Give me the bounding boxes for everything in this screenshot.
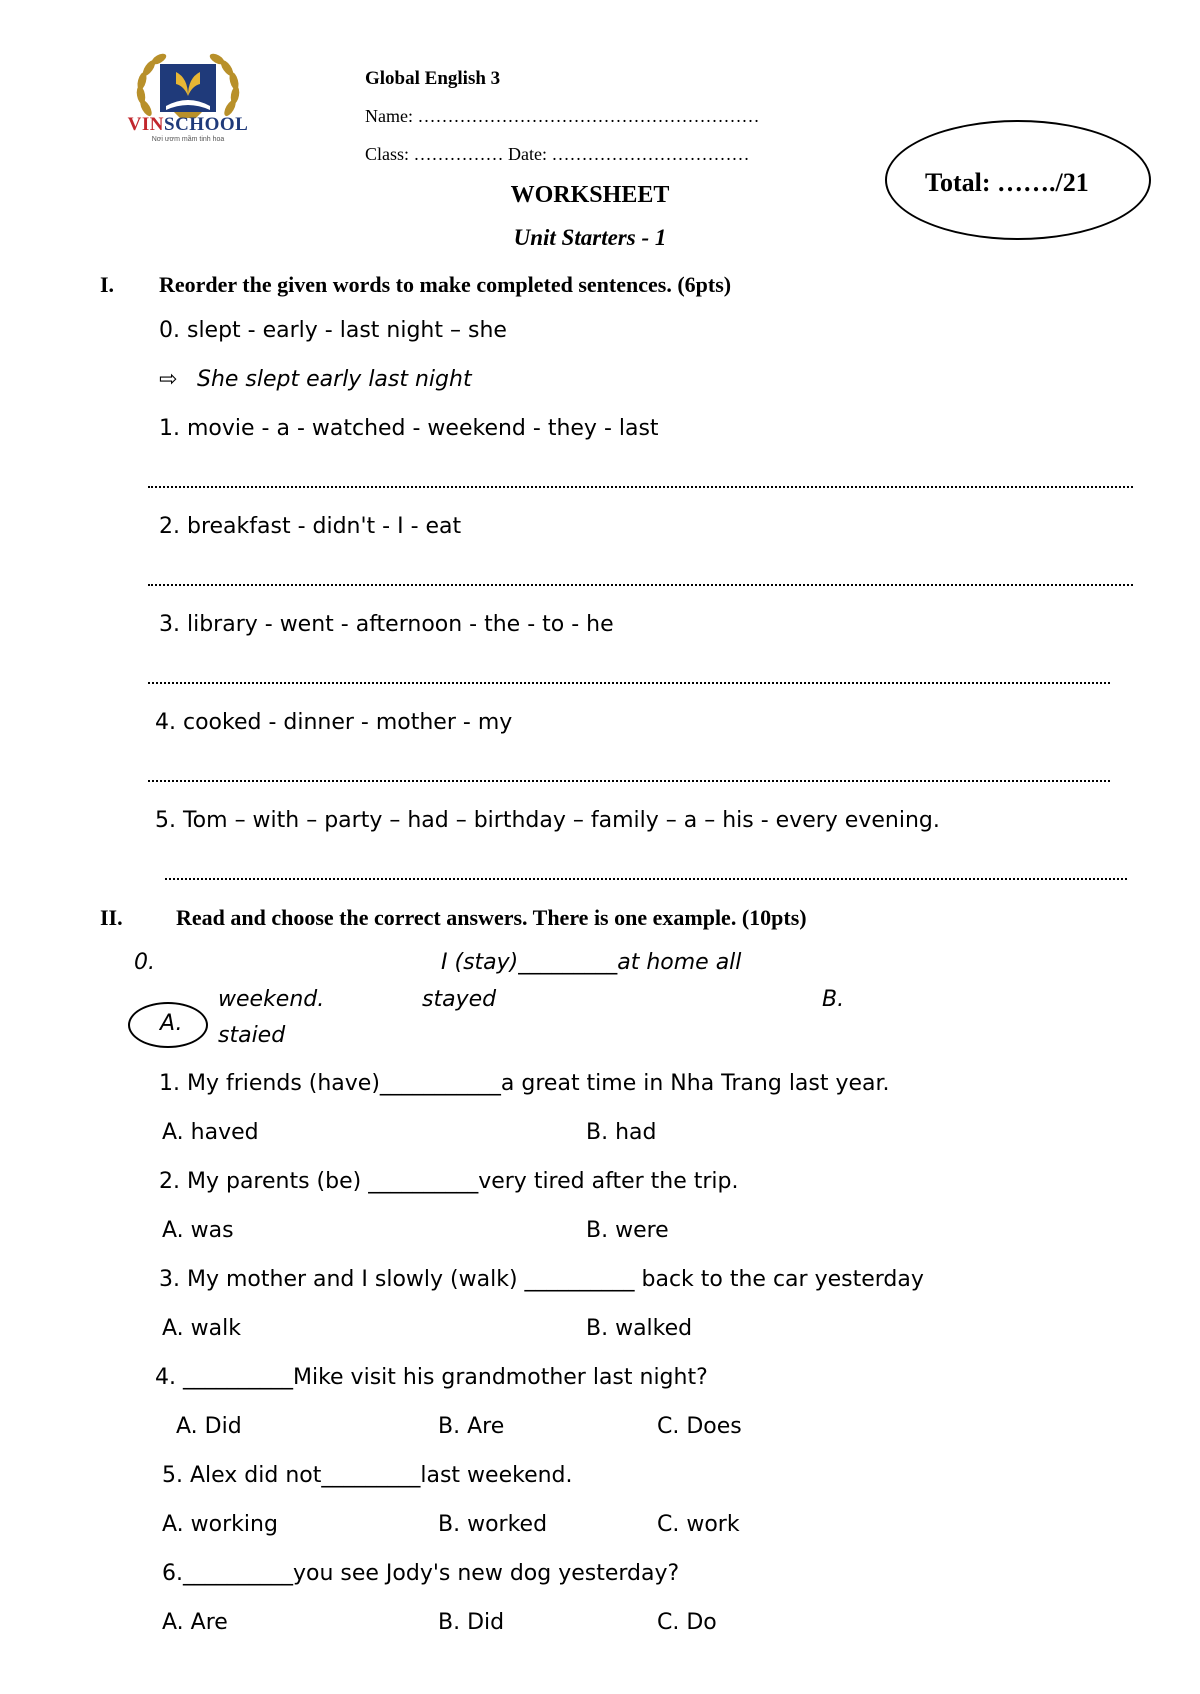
question-3: 3. My mother and I slowly (walk) __________ back to the car yesterday [159,1267,924,1292]
question-6-option-c[interactable]: C. Do [657,1610,717,1635]
logo-tagline: Nơi ươm mầm tinh hoa [151,136,225,143]
question-6-option-a[interactable]: A. Are [162,1610,228,1635]
question-4: 4. __________Mike visit his grandmother last night? [155,1365,708,1390]
example-option-b: staied [218,1023,286,1048]
logo-name [118,114,258,136]
logo-name-part2: SCHOOL [164,114,249,135]
class-date-field[interactable]: Class: …………… Date: …………………………… [365,144,750,164]
question-3-option-a[interactable]: A. walk [162,1316,241,1341]
question-2-option-a[interactable]: A. was [162,1218,234,1243]
name-field[interactable]: Name: ………………………………………………… [365,106,760,126]
question-4-option-a[interactable]: A. Did [176,1414,242,1439]
question-1-option-a[interactable]: A. haved [162,1120,259,1145]
section1-example-answer: She slept early last night [197,367,472,392]
section2-instruction: Read and choose the correct answers. There is one example. (10pts) [176,905,807,930]
question-2: 2. My parents (be) __________very tired after the trip. [159,1169,739,1194]
question-4-option-c[interactable]: C. Does [657,1414,742,1439]
logo-name-part1: VIN [127,114,165,135]
total-score: Total: ……./21 [925,168,1089,197]
course-title: Global English 3 [365,68,501,89]
section1-item-4: 4. cooked - dinner - mother - my [155,710,513,735]
section1-item-1: 1. movie - a - watched - weekend - they - last [159,416,659,441]
section1-item-5: 5. Tom – with – party – had – birthday – family – a – his - every evening. [155,808,940,833]
question-6-option-b[interactable]: B. Did [438,1610,505,1635]
question-3-option-b[interactable]: B. walked [586,1316,693,1341]
question-2-option-b[interactable]: B. were [586,1218,669,1243]
question-5-option-c[interactable]: C. work [657,1512,740,1537]
question-5: 5. Alex did not_________last weekend. [162,1463,573,1488]
section2-number: II. [100,905,123,930]
question-5-option-b[interactable]: B. worked [438,1512,548,1537]
section1-number: I. [100,272,115,297]
question-4-option-b[interactable]: B. Are [438,1414,505,1439]
arrow-right-icon: ⇨ [159,367,178,392]
question-1-option-b[interactable]: B. had [586,1120,657,1145]
answer-line-1[interactable] [148,486,1133,488]
worksheet-subtitle: Unit Starters - 1 [513,225,667,250]
question-5-option-a[interactable]: A. working [162,1512,278,1537]
example-option-a: stayed [422,987,497,1012]
question-6: 6.__________you see Jody's new dog yesterday? [162,1561,680,1586]
example-option-a-label: A. [160,1011,183,1036]
answer-line-3[interactable] [148,682,1110,684]
answer-line-4[interactable] [148,780,1110,782]
example-number: 0. [134,950,155,975]
section1-instruction: Reorder the given words to make completed sentences. (6pts) [159,272,732,297]
section1-item-3: 3. library - went - afternoon - the - to - he [159,612,614,637]
answer-line-2[interactable] [148,584,1133,586]
example-sentence: I (stay)_________at home all [441,950,742,975]
example-option-b-label: B. [822,987,845,1012]
worksheet-title: WORKSHEET [510,182,670,208]
answer-line-5[interactable] [165,878,1127,880]
question-1: 1. My friends (have)___________a great time in Nha Trang last year. [159,1071,890,1096]
example-sentence-end: weekend. [218,987,325,1012]
section1-example-prompt: 0. slept - early - last night – she [159,318,507,343]
section1-item-2: 2. breakfast - didn't - I - eat [159,514,462,539]
